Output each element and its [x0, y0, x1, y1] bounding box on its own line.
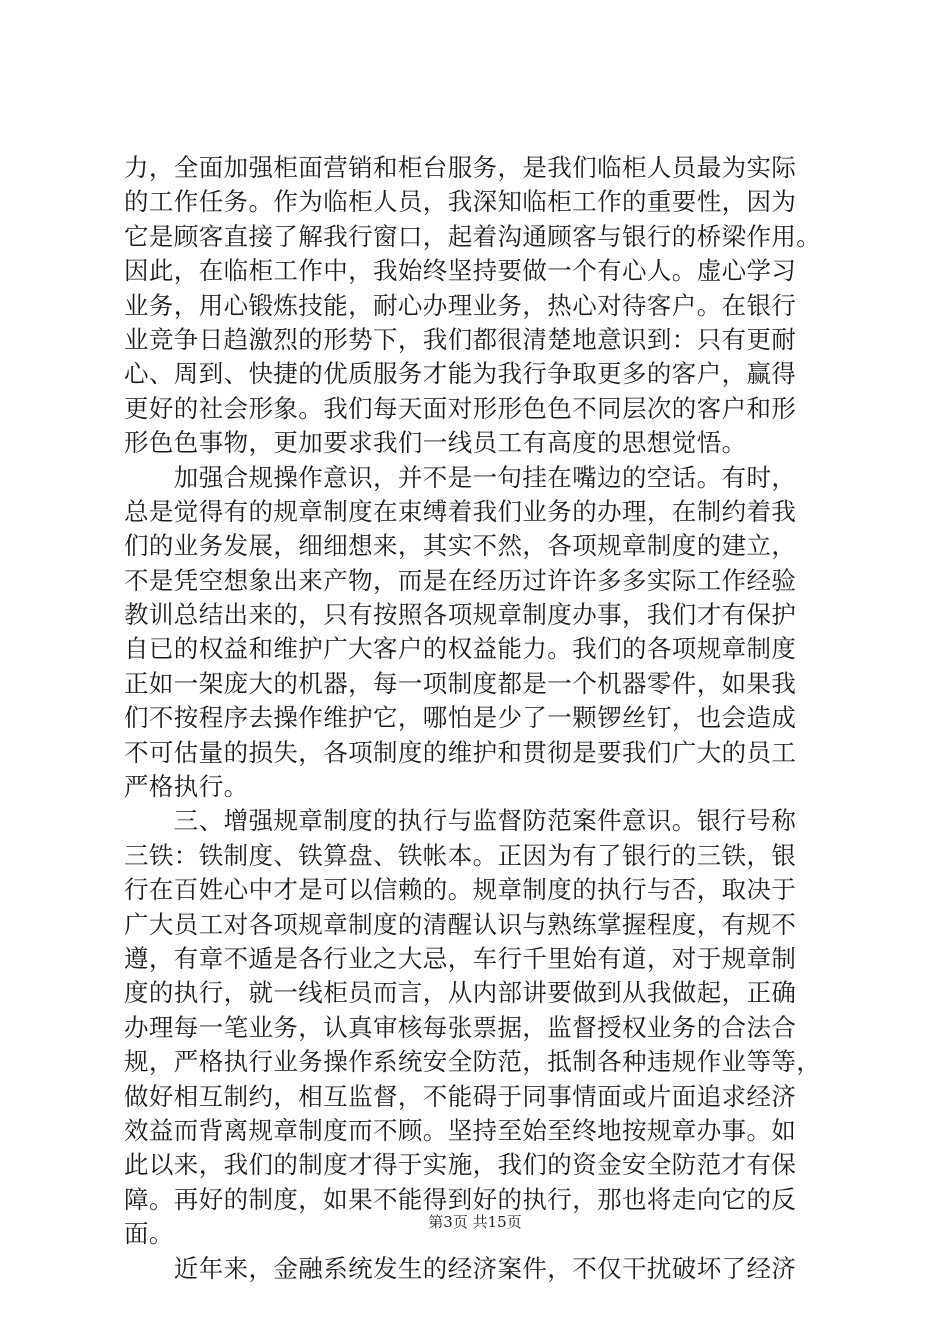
- text-line: 此以来，我们的制度才得于实施，我们的资金安全防范才有保: [124, 1150, 797, 1180]
- text-line: 总是觉得有的规章制度在束缚着我们业务的办理，在制约着我: [124, 496, 797, 526]
- text-line: 办理每一笔业务，认真审核每张票据，监督授权业务的合法合: [124, 1012, 797, 1042]
- text-line: 们不按程序去操作维护它，哪怕是少了一颗锣丝钉，也会造成: [124, 703, 797, 733]
- text-line: 障。再好的制度，如果不能得到好的执行，那也将走向它的反: [124, 1184, 797, 1214]
- text-line: 广大员工对各项规章制度的清醒认识与熟练掌握程度，有规不: [124, 909, 797, 939]
- text-line: 面。: [124, 1219, 174, 1249]
- text-line: 力，全面加强柜面营销和柜台服务，是我们临柜人员最为实际: [124, 153, 797, 182]
- text-line: 正如一架庞大的机器，每一项制度都是一个机器零件，如果我: [124, 668, 797, 698]
- text-line: 严格执行。: [124, 772, 249, 802]
- text-line: 自已的权益和维护广大客户的权益能力。我们的各项规章制度: [124, 634, 797, 664]
- text-line: 遵，有章不遁是各行业之大忌，车行千里始有道，对于规章制: [124, 943, 797, 973]
- text-line: 更好的社会形象。我们每天面对形形色色不同层次的客户和形: [124, 393, 797, 423]
- text-line: 的工作任务。作为临柜人员，我深知临柜工作的重要性，因为: [124, 187, 797, 217]
- text-line: 行在百姓心中才是可以信赖的。规章制度的执行与否，取决于: [124, 875, 797, 905]
- text-line: 教训总结出来的，只有按照各项规章制度办事，我们才有保护: [124, 600, 797, 630]
- paragraph-start-line: 加强合规操作意识，并不是一句挂在嘴边的空话。有时，: [124, 462, 797, 492]
- text-line: 三铁：铁制度、铁算盘、铁帐本。正因为有了银行的三铁，银: [124, 840, 797, 870]
- text-line: 们的业务发展，细细想来，其实不然，各项规章制度的建立，: [124, 531, 797, 561]
- text-line: 它是顾客直接了解我行窗口，起着沟通顾客与银行的桥梁作用。: [124, 221, 822, 251]
- text-line: 做好相互制约，相互监督，不能碍于同事情面或片面追求经济: [124, 1081, 797, 1111]
- paragraph-start-line: 三、增强规章制度的执行与监督防范案件意识。银行号称: [124, 806, 797, 836]
- page-number-footer: 第3页 共15页: [428, 1213, 522, 1231]
- document-body: [124, 151, 836, 1286]
- text-line: 度的执行，就一线柜员而言，从内部讲要做到从我做起，正确: [124, 978, 797, 1008]
- text-line: 因此，在临柜工作中，我始终坚持要做一个有心人。虚心学习: [124, 256, 797, 286]
- text-line: 形色色事物，更加要求我们一线员工有高度的思想觉悟。: [124, 428, 747, 458]
- text-line: 效益而背离规章制度而不顾。坚持至始至终地按规章办事。如: [124, 1115, 797, 1145]
- text-line: 业竞争日趋激烈的形势下，我们都很清楚地意识到：只有更耐: [124, 324, 797, 354]
- text-line: 业务，用心锻炼技能，耐心办理业务，热心对待客户。在银行: [124, 290, 797, 320]
- text-line: 心、周到、快捷的优质服务才能为我行争取更多的客户，赢得: [124, 359, 797, 389]
- text-line: 不可估量的损失，各项制度的维护和贯彻是要我们广大的员工: [124, 737, 797, 767]
- paragraph-start-line: 近年来，金融系统发生的经济案件，不仅干扰破坏了经济: [124, 1253, 797, 1283]
- text-line: 规，严格执行业务操作系统安全防范，抵制各种违规作业等等，: [124, 1047, 822, 1077]
- text-line: 不是凭空想象出来产物，而是在经历过许许多多实际工作经验: [124, 565, 797, 595]
